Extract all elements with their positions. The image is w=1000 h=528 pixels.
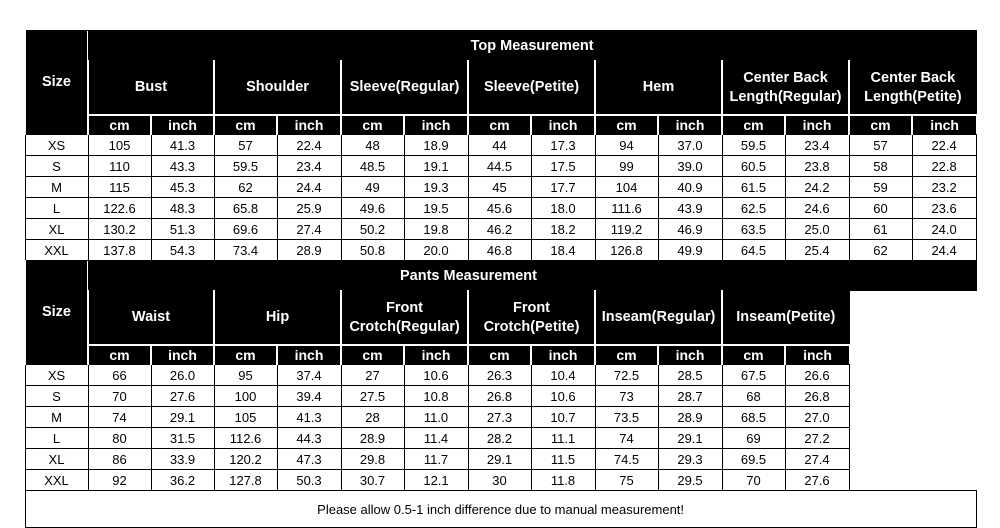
column-header-line: Front	[512, 299, 551, 316]
measurement-value: 104	[595, 177, 658, 198]
measurement-value: 50.2	[341, 219, 404, 240]
measurement-value: 74.5	[595, 449, 658, 470]
table-row	[25, 428, 976, 449]
pants-column-header	[595, 291, 722, 346]
measurement-value: 27.4	[277, 219, 341, 240]
measurement-value: 28.5	[658, 365, 722, 386]
measurement-value: 11.5	[531, 449, 595, 470]
measurement-value: 10.7	[531, 407, 595, 428]
measurement-value: 29.5	[658, 470, 722, 491]
measurement-value: 73	[595, 386, 658, 407]
measurement-value: 62	[849, 240, 912, 261]
unit-cm: cm	[468, 115, 531, 135]
measurement-value: 29.3	[658, 449, 722, 470]
measurement-value: 11.4	[404, 428, 468, 449]
table-row	[25, 135, 976, 156]
measurement-value: 27	[341, 365, 404, 386]
column-header-line: Shoulder	[246, 79, 309, 95]
top-column-header	[849, 61, 976, 116]
measurement-value: 120.2	[214, 449, 277, 470]
measurement-value: 37.0	[658, 135, 722, 156]
measurement-value: 19.1	[404, 156, 468, 177]
measurement-value: 10.6	[404, 365, 468, 386]
measurement-value: 45.6	[468, 198, 531, 219]
measurement-value: 26.8	[785, 386, 849, 407]
column-header-line: Front	[385, 299, 424, 316]
unit-inch: inch	[151, 345, 214, 365]
measurement-value: 69	[722, 428, 785, 449]
measurement-value: 24.6	[785, 198, 849, 219]
measurement-value: 92	[88, 470, 151, 491]
measurement-value: 60.5	[722, 156, 785, 177]
top-column-header	[595, 61, 722, 116]
measurement-value: 105	[88, 135, 151, 156]
size-label: M	[25, 407, 88, 428]
measurement-value: 22.8	[912, 156, 976, 177]
measurement-value: 73.4	[214, 240, 277, 261]
pants-unit-row	[25, 345, 976, 365]
unit-cm: cm	[88, 345, 151, 365]
measurement-value: 45.3	[151, 177, 214, 198]
measurement-value: 59.5	[214, 156, 277, 177]
column-header-line: Center Back	[743, 69, 828, 86]
measurement-value: 27.5	[341, 386, 404, 407]
blank-area	[849, 291, 976, 491]
measurement-value: 69.6	[214, 219, 277, 240]
measurement-value: 50.8	[341, 240, 404, 261]
unit-inch: inch	[277, 345, 341, 365]
measurement-value: 63.5	[722, 219, 785, 240]
pants-column-header	[214, 291, 341, 346]
measurement-value: 19.5	[404, 198, 468, 219]
measurement-value: 26.3	[468, 365, 531, 386]
size-label: XXL	[25, 240, 88, 261]
measurement-value: 28.9	[658, 407, 722, 428]
measurement-value: 46.9	[658, 219, 722, 240]
measurement-value: 50.3	[277, 470, 341, 491]
measurement-value: 94	[595, 135, 658, 156]
pants-column-header	[468, 291, 595, 346]
unit-cm: cm	[722, 115, 785, 135]
column-header-line: Sleeve(Petite)	[483, 79, 580, 95]
table-row	[25, 365, 976, 386]
table-row	[25, 386, 976, 407]
measurement-value: 61	[849, 219, 912, 240]
measurement-value: 67.5	[722, 365, 785, 386]
measurement-value: 68.5	[722, 407, 785, 428]
size-label: S	[25, 156, 88, 177]
measurement-value: 112.6	[214, 428, 277, 449]
unit-inch: inch	[658, 345, 722, 365]
table-row	[25, 470, 976, 491]
measurement-value: 31.5	[151, 428, 214, 449]
measurement-value: 28.9	[277, 240, 341, 261]
measurement-value: 28.9	[341, 428, 404, 449]
unit-cm: cm	[468, 345, 531, 365]
measurement-value: 36.2	[151, 470, 214, 491]
measurement-value: 39.0	[658, 156, 722, 177]
pants-measurement-title: Pants Measurement	[88, 261, 849, 291]
unit-inch: inch	[404, 115, 468, 135]
top-column-header	[88, 61, 214, 116]
measurement-value: 58	[849, 156, 912, 177]
size-label: XL	[25, 219, 88, 240]
measurement-value: 27.4	[785, 449, 849, 470]
table-row	[25, 407, 976, 428]
column-header-line: Bust	[134, 79, 168, 95]
measurement-value: 74	[595, 428, 658, 449]
measurement-value: 18.4	[531, 240, 595, 261]
measurement-value: 49	[341, 177, 404, 198]
measurement-value: 26.8	[468, 386, 531, 407]
measurement-value: 17.7	[531, 177, 595, 198]
measurement-value: 23.2	[912, 177, 976, 198]
measurement-value: 74	[88, 407, 151, 428]
measurement-value: 19.8	[404, 219, 468, 240]
unit-cm: cm	[849, 115, 912, 135]
measurement-value: 29.1	[468, 449, 531, 470]
measurement-value: 105	[214, 407, 277, 428]
column-header-line: Sleeve(Regular)	[349, 79, 460, 95]
note-row	[25, 491, 976, 528]
size-label: M	[25, 177, 88, 198]
measurement-value: 44.3	[277, 428, 341, 449]
measurement-value: 27.2	[785, 428, 849, 449]
measurement-value: 20.0	[404, 240, 468, 261]
measurement-value: 43.3	[151, 156, 214, 177]
measurement-value: 95	[214, 365, 277, 386]
measurement-value: 22.4	[912, 135, 976, 156]
measurement-value: 65.8	[214, 198, 277, 219]
measurement-value: 24.4	[912, 240, 976, 261]
top-measurement-title: Top Measurement	[88, 31, 976, 61]
unit-cm: cm	[214, 345, 277, 365]
table-row	[25, 177, 976, 198]
measurement-value: 23.8	[785, 156, 849, 177]
measurement-value: 130.2	[88, 219, 151, 240]
size-label: XL	[25, 449, 88, 470]
measurement-value: 30	[468, 470, 531, 491]
size-label: XS	[25, 135, 88, 156]
unit-cm: cm	[595, 115, 658, 135]
measurement-value: 25.4	[785, 240, 849, 261]
measurement-value: 17.3	[531, 135, 595, 156]
measurement-value: 11.1	[531, 428, 595, 449]
measurement-value: 37.4	[277, 365, 341, 386]
measurement-value: 11.7	[404, 449, 468, 470]
table-row	[25, 219, 976, 240]
measurement-value: 19.3	[404, 177, 468, 198]
measurement-value: 30.7	[341, 470, 404, 491]
unit-inch: inch	[404, 345, 468, 365]
measurement-value: 49.6	[341, 198, 404, 219]
measurement-value: 24.0	[912, 219, 976, 240]
top-size-header: Size	[25, 31, 88, 135]
measurement-value: 122.6	[88, 198, 151, 219]
unit-inch: inch	[785, 115, 849, 135]
unit-inch: inch	[277, 115, 341, 135]
unit-cm: cm	[595, 345, 658, 365]
measurement-value: 46.2	[468, 219, 531, 240]
measurement-value: 80	[88, 428, 151, 449]
unit-inch: inch	[531, 345, 595, 365]
top-column-header	[214, 61, 341, 116]
size-label: XS	[25, 365, 88, 386]
column-header-line: Center Back	[870, 69, 956, 86]
measurement-value: 61.5	[722, 177, 785, 198]
measurement-value: 10.6	[531, 386, 595, 407]
measurement-value: 29.8	[341, 449, 404, 470]
measurement-value: 18.9	[404, 135, 468, 156]
unit-cm: cm	[722, 345, 785, 365]
pants-column-header	[341, 291, 468, 346]
measurement-value: 28.7	[658, 386, 722, 407]
size-chart	[24, 30, 976, 528]
table-row	[25, 198, 976, 219]
measurement-value: 24.4	[277, 177, 341, 198]
measurement-value: 18.2	[531, 219, 595, 240]
measurement-value: 17.5	[531, 156, 595, 177]
measurement-value: 10.4	[531, 365, 595, 386]
measurement-value: 75	[595, 470, 658, 491]
measurement-value: 69.5	[722, 449, 785, 470]
size-label: S	[25, 386, 88, 407]
measurement-value: 54.3	[151, 240, 214, 261]
column-header-line: Inseam(Petite)	[736, 309, 836, 325]
measurement-value: 126.8	[595, 240, 658, 261]
measurement-value: 29.1	[658, 428, 722, 449]
pants-column-header	[88, 291, 214, 346]
measurement-value: 40.9	[658, 177, 722, 198]
measurement-value: 72.5	[595, 365, 658, 386]
unit-inch: inch	[531, 115, 595, 135]
unit-cm: cm	[214, 115, 277, 135]
size-chart-table	[24, 30, 977, 528]
measurement-value: 10.8	[404, 386, 468, 407]
unit-inch: inch	[151, 115, 214, 135]
measurement-value: 27.0	[785, 407, 849, 428]
measurement-value: 28.2	[468, 428, 531, 449]
measurement-value: 28	[341, 407, 404, 428]
top-column-header	[468, 61, 595, 116]
measurement-value: 66	[88, 365, 151, 386]
measurement-value: 70	[88, 386, 151, 407]
measurement-value: 73.5	[595, 407, 658, 428]
measurement-value: 100	[214, 386, 277, 407]
measurement-value: 127.8	[214, 470, 277, 491]
top-column-header	[341, 61, 468, 116]
measurement-value: 49.9	[658, 240, 722, 261]
measurement-value: 45	[468, 177, 531, 198]
top-title-row	[25, 31, 976, 61]
measurement-value: 137.8	[88, 240, 151, 261]
measurement-value: 27.6	[785, 470, 849, 491]
measurement-value: 11.8	[531, 470, 595, 491]
measurement-value: 44.5	[468, 156, 531, 177]
top-column-header	[722, 61, 849, 116]
column-header-line: Inseam(Regular)	[601, 309, 716, 325]
measurement-value: 48.5	[341, 156, 404, 177]
unit-cm: cm	[341, 345, 404, 365]
measurement-value: 22.4	[277, 135, 341, 156]
measurement-value: 41.3	[151, 135, 214, 156]
measurement-value: 23.4	[277, 156, 341, 177]
size-label: XXL	[25, 470, 88, 491]
table-row	[25, 156, 976, 177]
table-row	[25, 240, 976, 261]
measurement-value: 111.6	[595, 198, 658, 219]
pants-title-row	[25, 261, 976, 291]
pants-header-row	[25, 291, 976, 346]
measurement-value: 27.3	[468, 407, 531, 428]
column-header-line: Crotch(Regular)	[349, 318, 460, 335]
measurement-value: 41.3	[277, 407, 341, 428]
measurement-value: 115	[88, 177, 151, 198]
top-header-row	[25, 61, 976, 116]
pants-title-fill	[849, 261, 976, 291]
measurement-value: 25.9	[277, 198, 341, 219]
column-header-line: Hem	[642, 79, 675, 95]
measurement-value: 62.5	[722, 198, 785, 219]
measurement-value: 29.1	[151, 407, 214, 428]
table-row	[25, 449, 976, 470]
measurement-value: 27.6	[151, 386, 214, 407]
measurement-value: 25.0	[785, 219, 849, 240]
measurement-value: 70	[722, 470, 785, 491]
size-label: L	[25, 428, 88, 449]
measurement-value: 57	[849, 135, 912, 156]
measurement-value: 59	[849, 177, 912, 198]
measurement-value: 12.1	[404, 470, 468, 491]
measurement-value: 23.4	[785, 135, 849, 156]
pants-size-header: Size	[25, 261, 88, 365]
measurement-value: 60	[849, 198, 912, 219]
top-unit-row	[25, 115, 976, 135]
measurement-value: 68	[722, 386, 785, 407]
measurement-value: 86	[88, 449, 151, 470]
measurement-value: 43.9	[658, 198, 722, 219]
column-header-line: Waist	[131, 309, 171, 325]
measurement-value: 44	[468, 135, 531, 156]
pants-column-header	[722, 291, 849, 346]
measurement-value: 59.5	[722, 135, 785, 156]
measurement-value: 99	[595, 156, 658, 177]
measurement-value: 18.0	[531, 198, 595, 219]
measurement-value: 62	[214, 177, 277, 198]
measurement-value: 39.4	[277, 386, 341, 407]
measurement-value: 51.3	[151, 219, 214, 240]
measurement-value: 26.6	[785, 365, 849, 386]
measurement-value: 57	[214, 135, 277, 156]
unit-inch: inch	[658, 115, 722, 135]
column-header-line: Crotch(Petite)	[483, 318, 580, 335]
column-header-line: Hip	[265, 309, 290, 325]
measurement-note: Please allow 0.5-1 inch difference due to manual measurement!	[25, 491, 976, 528]
size-label: L	[25, 198, 88, 219]
unit-cm: cm	[88, 115, 151, 135]
measurement-value: 11.0	[404, 407, 468, 428]
measurement-value: 26.0	[151, 365, 214, 386]
measurement-value: 33.9	[151, 449, 214, 470]
measurement-value: 110	[88, 156, 151, 177]
column-header-line: Length(Petite)	[864, 88, 962, 105]
unit-inch: inch	[785, 345, 849, 365]
measurement-value: 24.2	[785, 177, 849, 198]
measurement-value: 64.5	[722, 240, 785, 261]
unit-inch: inch	[912, 115, 976, 135]
measurement-value: 48.3	[151, 198, 214, 219]
measurement-value: 119.2	[595, 219, 658, 240]
measurement-value: 23.6	[912, 198, 976, 219]
measurement-value: 47.3	[277, 449, 341, 470]
unit-cm: cm	[341, 115, 404, 135]
measurement-value: 48	[341, 135, 404, 156]
column-header-line: Length(Regular)	[729, 88, 842, 105]
measurement-value: 46.8	[468, 240, 531, 261]
